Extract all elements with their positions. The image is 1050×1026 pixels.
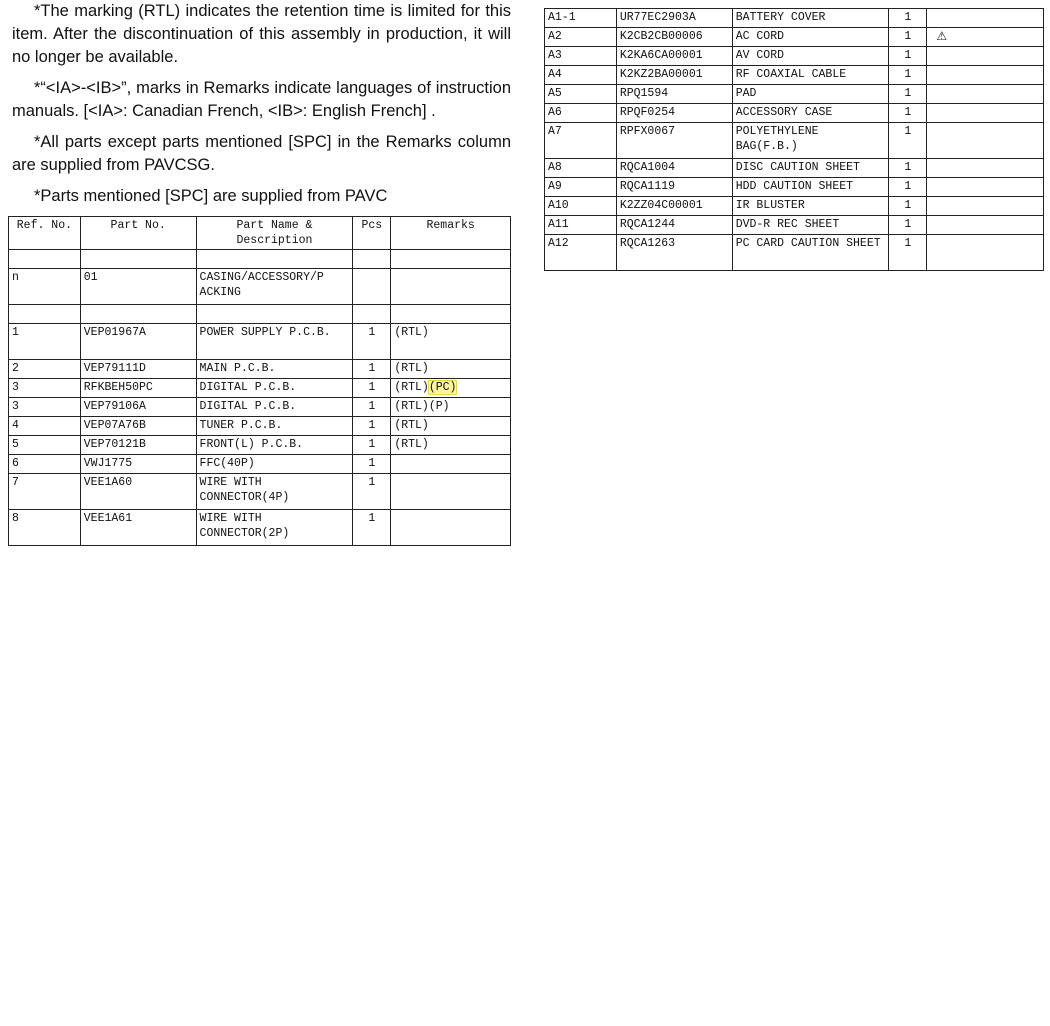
- table-row: [9, 398, 511, 417]
- cell-part-name: [196, 360, 353, 379]
- cell-part-no-text: K2KZ2BA00001: [619, 68, 703, 81]
- cell-part-no-text: RPFX0067: [619, 125, 676, 138]
- cell-ref-no: [545, 28, 617, 47]
- parts-table-right: [544, 8, 1044, 271]
- cell-pcs-text: 1: [368, 512, 376, 525]
- table-row: [545, 85, 1044, 104]
- cell-part-no-text: RQCA1263: [619, 237, 676, 250]
- cell-ref-no-text: A7: [548, 125, 562, 138]
- highlighted-remark: (PC): [428, 381, 457, 394]
- table-header-row: [9, 217, 511, 250]
- cell-remarks: [391, 398, 511, 417]
- cell-part-name: [732, 104, 889, 123]
- table-row: [9, 510, 511, 546]
- cell-part-name-text: PAD: [735, 87, 757, 100]
- cell-ref-no: [9, 269, 81, 305]
- cell-pcs: [353, 305, 391, 324]
- cell-pcs: [889, 85, 927, 104]
- cell-part-name-text: ACCESSORY CASE: [735, 106, 833, 119]
- cell-part-name-text: PC CARD CAUTION SHEET: [735, 237, 881, 250]
- cell-remarks: [927, 66, 1044, 85]
- cell-part-name-text: IR BLUSTER: [735, 199, 805, 212]
- cell-ref-no-text: 4: [12, 419, 19, 432]
- cell-part-name-text: MAIN P.C.B.: [199, 362, 276, 375]
- cell-part-name: [732, 47, 889, 66]
- cell-remarks-text: (RTL): [394, 438, 429, 451]
- note-pavcsg: *All parts except parts mentioned [SPC] in the Remarks column are supplied from PAVCSG.: [12, 133, 511, 174]
- parts-table-left: [8, 216, 511, 546]
- cell-part-name: [732, 216, 889, 235]
- cell-part-name: [196, 455, 353, 474]
- cell-remarks-text: (RTL): [394, 326, 429, 339]
- cell-pcs-text: 1: [368, 457, 376, 470]
- cell-pcs: [353, 474, 391, 510]
- cell-part-name-text: POLYETHYLENE BAG(F.B.): [735, 125, 819, 153]
- cell-part-no-text: VEE1A61: [83, 512, 133, 525]
- cell-pcs-text: 1: [904, 161, 912, 174]
- cell-ref-no-text: A12: [548, 237, 569, 250]
- header-part-no: Part No.: [80, 217, 196, 250]
- cell-remarks: [391, 379, 511, 398]
- cell-ref-no: [9, 379, 81, 398]
- cell-ref-no-text: A5: [548, 87, 562, 100]
- cell-ref-no-text: A10: [548, 199, 569, 212]
- cell-part-no: [616, 197, 732, 216]
- cell-pcs: [353, 398, 391, 417]
- cell-ref-no: [9, 510, 81, 546]
- cell-pcs: [353, 379, 391, 398]
- cell-part-name: [196, 510, 353, 546]
- cell-part-name-text: BATTERY COVER: [735, 11, 826, 24]
- cell-part-name: [732, 159, 889, 178]
- cell-part-no: [80, 269, 196, 305]
- cell-remarks-text: (RTL)(P): [394, 400, 450, 413]
- cell-pcs: [889, 216, 927, 235]
- cell-pcs-text: 1: [368, 476, 376, 489]
- cell-part-no: [616, 66, 732, 85]
- cell-ref-no: [9, 417, 81, 436]
- cell-part-no: [616, 85, 732, 104]
- cell-pcs: [353, 510, 391, 546]
- cell-remarks: [391, 474, 511, 510]
- note-pavc: *Parts mentioned [SPC] are supplied from PAVC: [34, 187, 388, 205]
- cell-part-no-text: 01: [83, 271, 98, 284]
- table-row: [9, 436, 511, 455]
- cell-ref-no: [9, 436, 81, 455]
- cell-pcs: [353, 324, 391, 360]
- cell-part-name: [732, 197, 889, 216]
- table-row: [9, 269, 511, 305]
- table-row: [545, 197, 1044, 216]
- cell-ref-no-text: n: [12, 271, 19, 284]
- cell-pcs: [353, 269, 391, 305]
- cell-part-no: [80, 436, 196, 455]
- cell-pcs: [889, 28, 927, 47]
- cell-remarks: [927, 104, 1044, 123]
- header-ref-no: Ref. No.: [9, 217, 81, 250]
- cell-part-no-text: UR77EC2903A: [619, 11, 696, 24]
- cell-part-no-text: RPQF0254: [619, 106, 676, 119]
- cell-part-no: [80, 324, 196, 360]
- cell-part-name: [196, 417, 353, 436]
- table-row: [545, 159, 1044, 178]
- cell-part-name: [732, 235, 889, 271]
- cell-ref-no: [545, 235, 617, 271]
- cell-pcs: [889, 9, 927, 28]
- table-row: [9, 324, 511, 360]
- cell-pcs-text: 1: [904, 106, 912, 119]
- cell-ref-no-text: 3: [12, 381, 19, 394]
- cell-ref-no-text: 6: [12, 457, 19, 470]
- cell-part-name-text: CASING/ACCESSORY/P ACKING: [199, 271, 324, 299]
- cell-pcs-text: 1: [904, 11, 912, 24]
- cell-ref-no: [9, 455, 81, 474]
- cell-part-no-text: K2CB2CB00006: [619, 30, 703, 43]
- cell-part-name: [732, 123, 889, 159]
- cell-part-no-text: K2ZZ04C00001: [619, 199, 703, 212]
- cell-pcs-text: 1: [368, 381, 376, 394]
- cell-pcs-text: 1: [904, 49, 912, 62]
- cell-ref-no-text: A3: [548, 49, 562, 62]
- cell-pcs-text: 1: [904, 218, 912, 231]
- cell-ref-no-text: 3: [12, 400, 19, 413]
- header-remarks: Remarks: [391, 217, 511, 250]
- cell-part-name-text: AV CORD: [735, 49, 785, 62]
- cell-ref-no: [545, 123, 617, 159]
- cell-part-no-text: RQCA1119: [619, 180, 676, 193]
- cell-part-name: [732, 66, 889, 85]
- cell-pcs-text: 1: [368, 438, 376, 451]
- cell-part-name-text: WIRE WITH CONNECTOR(2P): [199, 512, 290, 540]
- cell-part-no: [80, 305, 196, 324]
- cell-part-name-text: FRONT(L) P.C.B.: [199, 438, 304, 451]
- cell-part-no-text: RQCA1004: [619, 161, 676, 174]
- cell-remarks: [927, 47, 1044, 66]
- cell-part-name-text: HDD CAUTION SHEET: [735, 180, 854, 193]
- cell-part-no-text: VWJ1775: [83, 457, 133, 470]
- cell-remarks: [927, 159, 1044, 178]
- cell-part-no: [616, 235, 732, 271]
- table-row: [545, 123, 1044, 159]
- cell-remarks: [927, 9, 1044, 28]
- cell-remarks: [391, 510, 511, 546]
- cell-ref-no-text: 7: [12, 476, 19, 489]
- table-row: [545, 104, 1044, 123]
- cell-ref-no: [9, 360, 81, 379]
- cell-ref-no-text: 5: [12, 438, 19, 451]
- cell-ref-no-text: A2: [548, 30, 562, 43]
- table-row: [9, 417, 511, 436]
- table-row: [9, 250, 511, 269]
- cell-part-name: [196, 474, 353, 510]
- cell-ref-no: [9, 250, 81, 269]
- cell-remarks: [927, 197, 1044, 216]
- cell-pcs-text: 1: [904, 180, 912, 193]
- cell-part-no: [80, 379, 196, 398]
- cell-part-name-text: DIGITAL P.C.B.: [199, 400, 297, 413]
- cell-part-no-text: RPQ1594: [619, 87, 669, 100]
- cell-remarks: [927, 178, 1044, 197]
- cell-ref-no-text: A1-1: [548, 11, 576, 24]
- table-row: [9, 455, 511, 474]
- cell-ref-no-text: 8: [12, 512, 19, 525]
- parts-table-left-body: [9, 250, 511, 546]
- cell-part-name: [196, 436, 353, 455]
- parts-table-right-body: [545, 9, 1044, 271]
- cell-remarks: [927, 235, 1044, 271]
- left-column: [8, 0, 511, 546]
- cell-remarks: [391, 417, 511, 436]
- cell-part-name-text: WIRE WITH CONNECTOR(4P): [199, 476, 290, 504]
- cell-pcs: [889, 197, 927, 216]
- cell-remarks: [391, 250, 511, 269]
- cell-ref-no: [545, 66, 617, 85]
- cell-ref-no: [545, 178, 617, 197]
- cell-part-name-text: FFC(40P): [199, 457, 255, 470]
- cell-part-name: [732, 9, 889, 28]
- cell-part-name: [732, 28, 889, 47]
- cell-pcs-text: 1: [368, 362, 376, 375]
- cell-ref-no: [545, 47, 617, 66]
- cell-part-no-text: RQCA1244: [619, 218, 676, 231]
- table-row: [9, 305, 511, 324]
- cell-pcs-text: 1: [904, 237, 912, 250]
- cell-pcs-text: 1: [368, 400, 376, 413]
- cell-part-no: [80, 250, 196, 269]
- table-row: [545, 178, 1044, 197]
- cell-ref-no-text: 2: [12, 362, 19, 375]
- cell-part-no-text: VEP79106A: [83, 400, 146, 413]
- cell-part-name-text: DVD-R REC SHEET: [735, 218, 840, 231]
- cell-remarks-text: (RTL): [394, 419, 429, 432]
- cell-remarks: [927, 123, 1044, 159]
- cell-pcs-text: 1: [904, 30, 912, 43]
- cell-remarks: [391, 305, 511, 324]
- cell-part-name-text: TUNER P.C.B.: [199, 419, 283, 432]
- table-row: [545, 66, 1044, 85]
- warning-triangle-icon: ⚠: [936, 29, 948, 43]
- cell-pcs: [889, 178, 927, 197]
- cell-part-no-text: RFKBEH50PC: [83, 381, 153, 394]
- cell-part-no: [80, 398, 196, 417]
- cell-ref-no: [545, 159, 617, 178]
- cell-pcs: [353, 436, 391, 455]
- table-row: [545, 47, 1044, 66]
- cell-part-no-text: VEP01967A: [83, 326, 146, 339]
- cell-remarks-text: (RTL): [394, 381, 429, 394]
- cell-remarks: [927, 28, 1044, 47]
- cell-pcs: [353, 455, 391, 474]
- cell-pcs: [889, 159, 927, 178]
- cell-ref-no-text: 1: [12, 326, 19, 339]
- cell-part-name-text: DIGITAL P.C.B.: [199, 381, 297, 394]
- table-row: [545, 9, 1044, 28]
- cell-part-no: [80, 455, 196, 474]
- table-row: [9, 474, 511, 510]
- table-row: [545, 216, 1044, 235]
- notes-block: [8, 0, 511, 208]
- cell-part-name: [732, 178, 889, 197]
- cell-remarks: [391, 360, 511, 379]
- cell-pcs: [889, 123, 927, 159]
- cell-part-name: [196, 324, 353, 360]
- cell-part-name-text: POWER SUPPLY P.C.B.: [199, 326, 331, 339]
- cell-ref-no: [9, 474, 81, 510]
- cell-part-name: [196, 398, 353, 417]
- cell-part-no-text: K2KA6CA00001: [619, 49, 703, 62]
- cell-pcs: [889, 235, 927, 271]
- table-row: [9, 360, 511, 379]
- note-rtl: *The marking (RTL) indicates the retention time is limited for this item. After the discontinuation of this assembly in production, it will no longer be available.: [12, 2, 511, 66]
- cell-ref-no-text: A6: [548, 106, 562, 119]
- cell-part-no-text: VEP79111D: [83, 362, 146, 375]
- cell-part-name: [196, 250, 353, 269]
- cell-ref-no: [9, 305, 81, 324]
- cell-pcs-text: 1: [904, 68, 912, 81]
- table-row: [545, 28, 1044, 47]
- cell-pcs: [889, 104, 927, 123]
- cell-ref-no: [9, 398, 81, 417]
- cell-part-no: [80, 360, 196, 379]
- table-row: [9, 379, 511, 398]
- cell-part-no: [80, 474, 196, 510]
- cell-ref-no: [545, 197, 617, 216]
- cell-part-no-text: VEP70121B: [83, 438, 146, 451]
- cell-pcs: [889, 47, 927, 66]
- cell-pcs-text: 1: [368, 419, 376, 432]
- cell-pcs: [353, 250, 391, 269]
- cell-remarks: [391, 324, 511, 360]
- cell-part-no: [616, 47, 732, 66]
- cell-part-no: [80, 510, 196, 546]
- cell-pcs-text: 1: [904, 87, 912, 100]
- cell-part-no-text: VEP07A76B: [83, 419, 146, 432]
- cell-part-name: [196, 305, 353, 324]
- note-language-marks: *“<IA>-<IB>”, marks in Remarks indicate languages of instruction manuals. [<IA>: Canadian French, <IB>: English French] .: [12, 79, 511, 120]
- cell-pcs: [353, 417, 391, 436]
- cell-part-no: [616, 28, 732, 47]
- cell-part-name-text: DISC CAUTION SHEET: [735, 161, 860, 174]
- cell-ref-no: [9, 324, 81, 360]
- cell-part-name-text: AC CORD: [735, 30, 785, 43]
- table-row: [545, 235, 1044, 271]
- cell-pcs: [353, 360, 391, 379]
- cell-ref-no: [545, 104, 617, 123]
- cell-remarks: [391, 455, 511, 474]
- cell-ref-no: [545, 85, 617, 104]
- cell-part-no: [616, 104, 732, 123]
- cell-pcs-text: 1: [904, 125, 912, 138]
- cell-ref-no: [545, 216, 617, 235]
- cell-part-no: [80, 417, 196, 436]
- cell-remarks: [391, 269, 511, 305]
- cell-part-no: [616, 9, 732, 28]
- cell-remarks-text: (RTL): [394, 362, 429, 375]
- cell-remarks: [927, 85, 1044, 104]
- cell-ref-no-text: A8: [548, 161, 562, 174]
- cell-ref-no: [545, 9, 617, 28]
- cell-part-name: [196, 269, 353, 305]
- cell-part-no: [616, 159, 732, 178]
- cell-pcs-text: 1: [368, 326, 376, 339]
- cell-ref-no-text: A4: [548, 68, 562, 81]
- cell-part-no-text: VEE1A60: [83, 476, 133, 489]
- header-pcs: Pcs: [353, 217, 391, 250]
- cell-part-no: [616, 178, 732, 197]
- cell-ref-no-text: A11: [548, 218, 569, 231]
- cell-remarks: [927, 216, 1044, 235]
- cell-part-no: [616, 123, 732, 159]
- cell-pcs: [889, 66, 927, 85]
- cell-ref-no-text: A9: [548, 180, 562, 193]
- cell-remarks: [391, 436, 511, 455]
- cell-part-name: [732, 85, 889, 104]
- cell-part-no: [616, 216, 732, 235]
- header-part-name: Part Name & Description: [196, 217, 353, 250]
- right-column: [544, 0, 1044, 271]
- cell-pcs-text: 1: [904, 199, 912, 212]
- cell-part-name: [196, 379, 353, 398]
- cell-part-name-text: RF COAXIAL CABLE: [735, 68, 847, 81]
